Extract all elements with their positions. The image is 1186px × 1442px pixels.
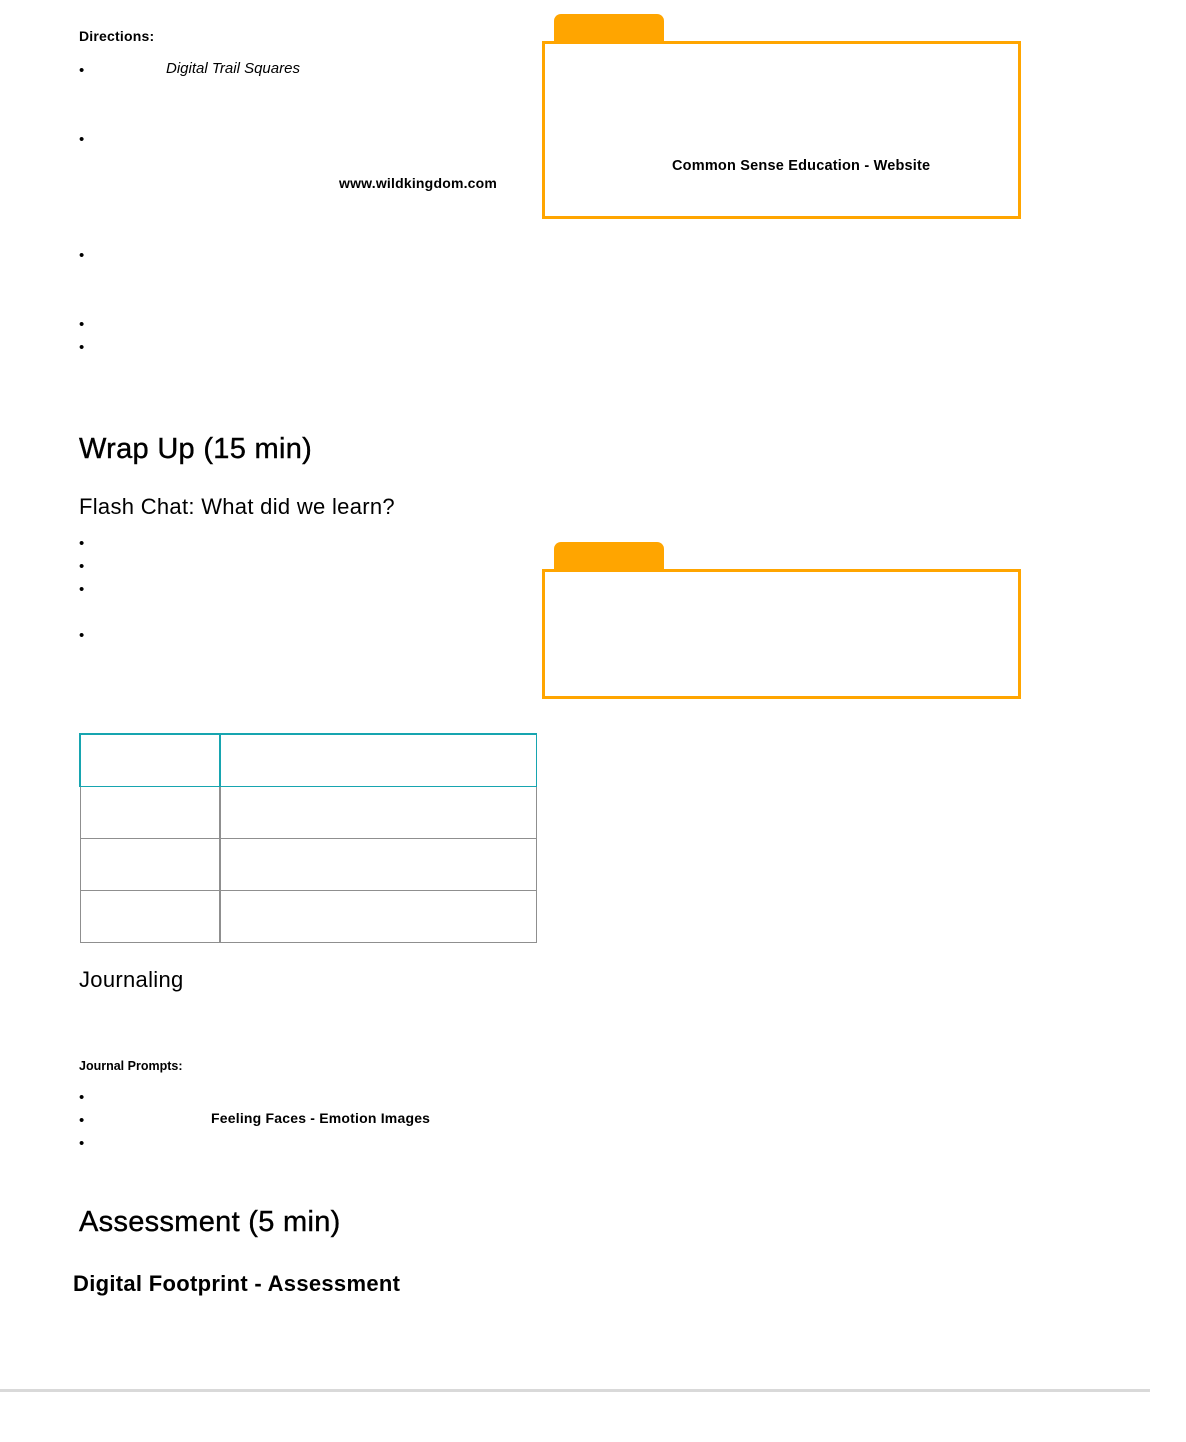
table-cell (220, 734, 537, 787)
flash-chat-heading: Flash Chat: What did we learn? (79, 494, 395, 519)
table-row (80, 891, 537, 943)
table-cell (220, 787, 537, 839)
callout-folder-tab (554, 542, 664, 572)
bullet: • (79, 581, 85, 598)
bullet: • (79, 627, 85, 644)
table-row (80, 787, 537, 839)
directions-label: Directions: (79, 28, 155, 44)
table-cell (220, 891, 537, 943)
table-row (80, 839, 537, 891)
bullet: • (79, 131, 85, 148)
wrap-up-table (79, 733, 537, 943)
table-cell (80, 839, 220, 891)
wildkingdom-link[interactable]: www.wildkingdom.com (339, 175, 498, 191)
journal-prompts-label: Journal Prompts: (79, 1059, 183, 1073)
bullet: • (79, 339, 85, 356)
bullet: • (79, 1089, 85, 1106)
bullet: • (79, 1135, 85, 1152)
bullet: • (79, 247, 85, 264)
journaling-heading: Journaling (79, 967, 184, 992)
digital-trail-squares-text: Digital Trail Squares (166, 60, 300, 77)
table-cell (220, 839, 537, 891)
bullet: • (79, 316, 85, 333)
table-cell (80, 891, 220, 943)
table-row (80, 734, 537, 787)
callout-box-bottom (542, 569, 1021, 699)
callout-box-top (542, 41, 1021, 219)
bullet: • (79, 535, 85, 552)
table-cell (80, 787, 220, 839)
bullet: • (79, 558, 85, 575)
bullet: • (79, 1112, 85, 1129)
digital-footprint-assessment-link[interactable]: Digital Footprint - Assessment (73, 1271, 401, 1296)
bullet: • (79, 62, 85, 79)
callout-folder-tab (554, 14, 664, 44)
feeling-faces-link[interactable]: Feeling Faces - Emotion Images (211, 1110, 431, 1126)
assessment-heading: Assessment (5 min) (79, 1206, 341, 1238)
table-cell (80, 734, 220, 787)
wrap-up-heading: Wrap Up (15 min) (79, 433, 313, 465)
footer-divider (0, 1389, 1150, 1392)
common-sense-website-link[interactable]: Common Sense Education - Website (672, 158, 931, 174)
